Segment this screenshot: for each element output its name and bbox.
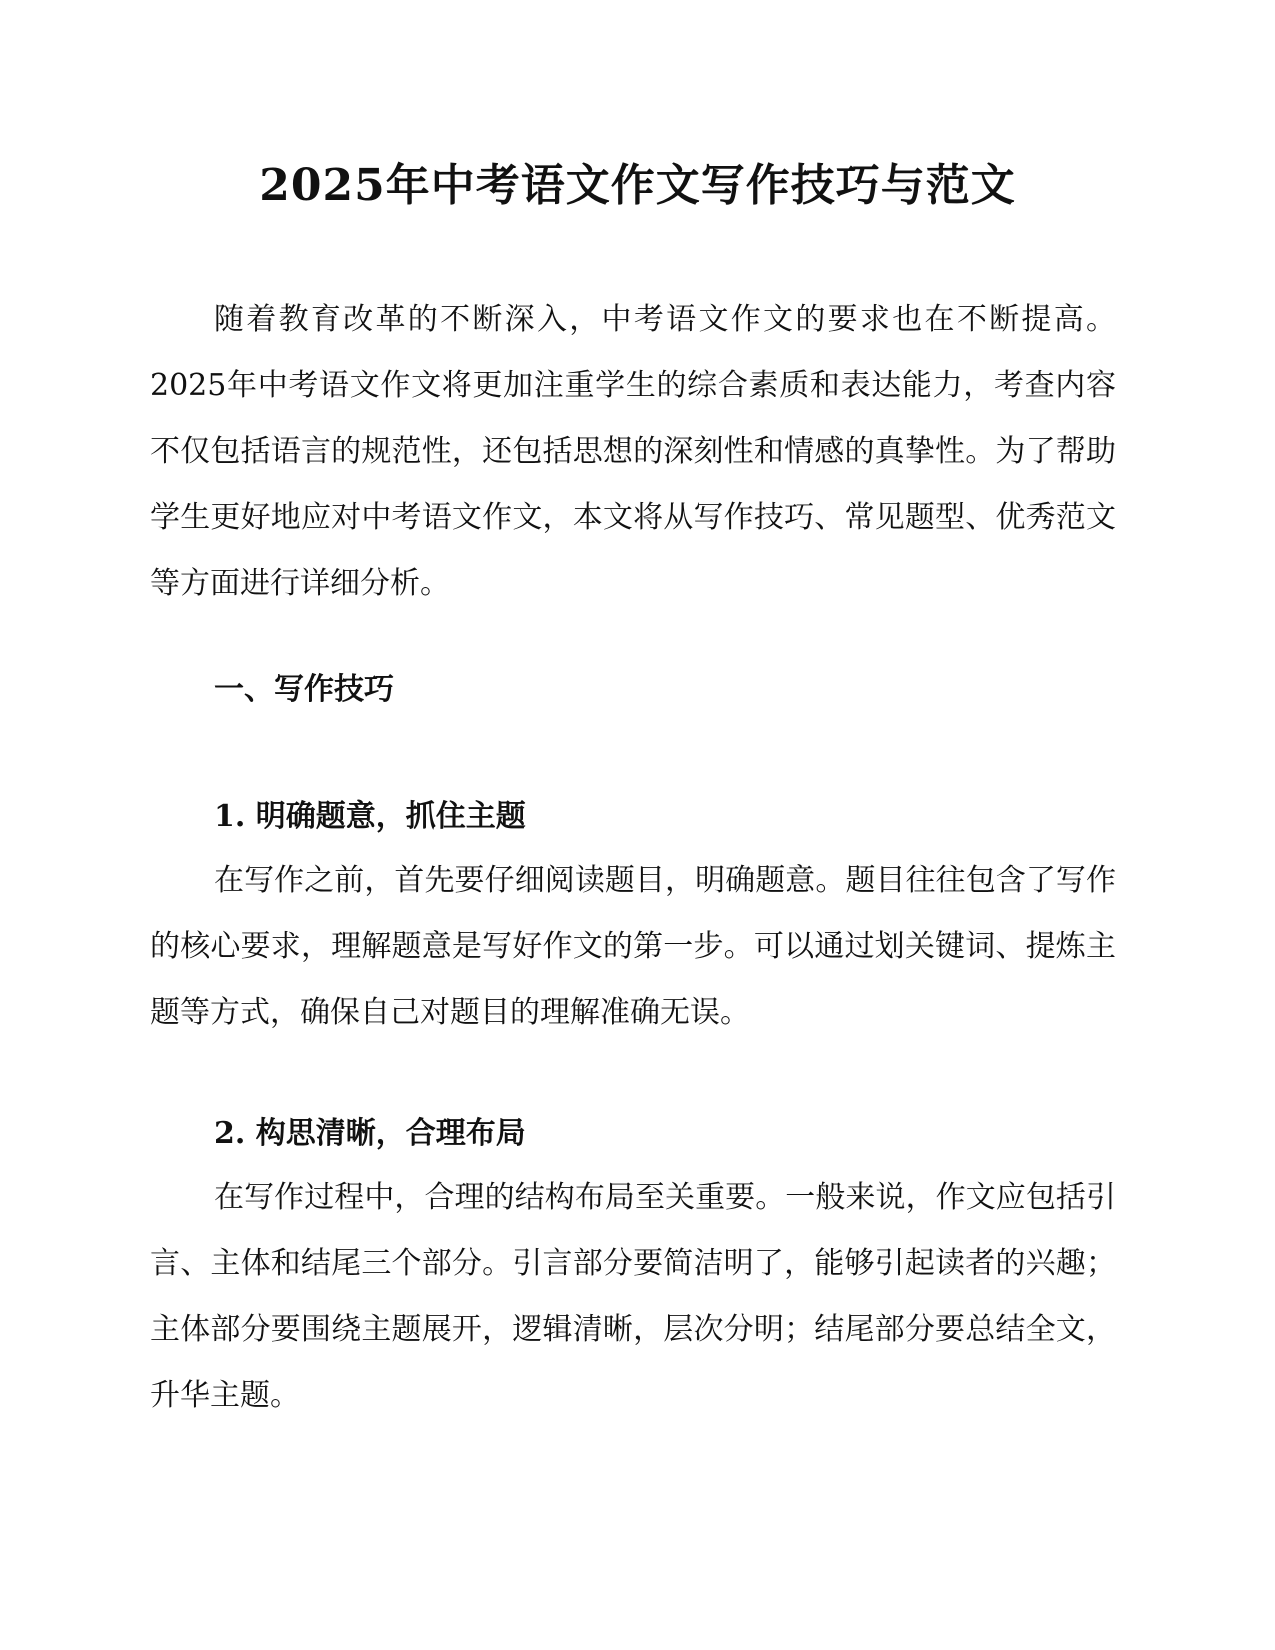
subsection-title-1: 1. 明确题意，抓住主题 [214,799,526,834]
section-heading-writing-skills: 一、写作技巧 [214,672,394,707]
subsection-body-1: 在写作之前，首先要仔细阅读题目，明确题意。题目往往包含了写作的核心要求，理解题意是写好作文的第一步。可以通过划关键词、提炼主题等方式，确保自己对题目的理解准确无误。 [150,863,1116,1030]
intro-paragraph: 随着教育改革的不断深入，中考语文作文的要求也在不断提高。2025年中考语文作文将更加注重学生的综合素质和表达能力，考查内容不仅包括语言的规范性，还包括思想的深刻性和情感的真挚性。为了帮助学生更好地应对中考语文作文，本文将从写作技巧、常见题型、优秀范文等方面进行详细分析。 [150,302,1116,601]
subsection-body-2: 在写作过程中，合理的结构布局至关重要。一般来说，作文应包括引言、主体和结尾三个部分。引言部分要简洁明了，能够引起读者的兴趣；主体部分要围绕主题展开，逻辑清晰，层次分明；结尾部分要总结全文，升华主题。 [150,1180,1116,1413]
document-title: 2025年中考语文作文写作技巧与范文 [259,160,1016,211]
subsection-title-2: 2. 构思清晰，合理布局 [214,1116,526,1151]
